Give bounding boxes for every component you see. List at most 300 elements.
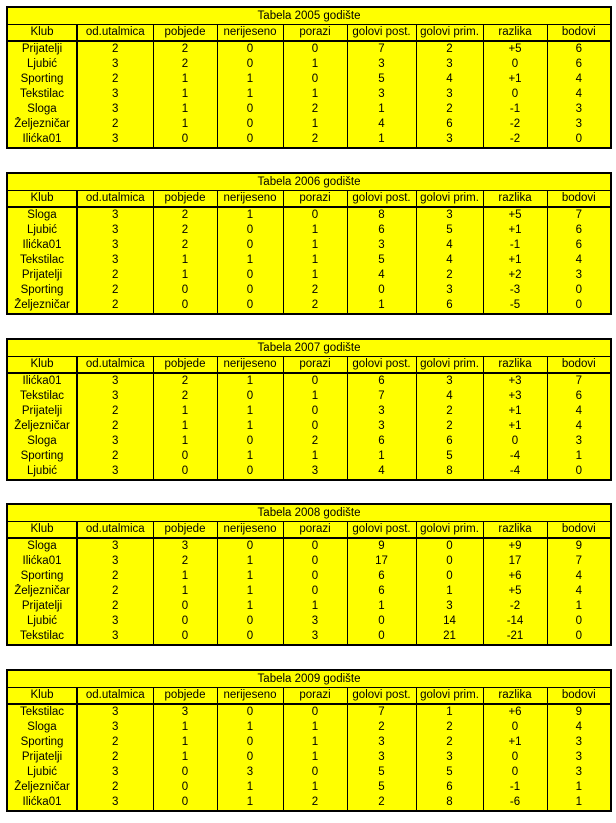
- standings-block-2009: [6, 669, 610, 812]
- cell-nerijeseno: 0: [217, 434, 283, 449]
- table-row: [7, 735, 611, 750]
- cell-od-utalmica: 2: [77, 41, 153, 57]
- table-row: [7, 750, 611, 765]
- cell-klub: Sloga: [7, 207, 77, 223]
- cell-razlika: +6: [483, 569, 547, 584]
- cell-pobjede: 2: [153, 57, 217, 72]
- cell-klub: Prijatelji: [7, 404, 77, 419]
- cell-porazi: 3: [283, 464, 347, 480]
- cell-golovi-prim: 21: [416, 629, 483, 645]
- cell-bodovi: 7: [547, 207, 611, 223]
- cell-nerijeseno: 0: [217, 735, 283, 750]
- header-klub: Klub: [7, 357, 77, 374]
- cell-razlika: 0: [483, 720, 547, 735]
- cell-klub: Željezničar: [7, 780, 77, 795]
- cell-klub: Ilićka01: [7, 795, 77, 811]
- cell-golovi-prim: 5: [416, 765, 483, 780]
- cell-golovi-post: 2: [347, 795, 416, 811]
- cell-bodovi: 6: [547, 41, 611, 57]
- header-bodovi: bodovi: [547, 688, 611, 705]
- header-porazi: porazi: [283, 191, 347, 208]
- cell-pobjede: 1: [153, 434, 217, 449]
- cell-od-utalmica: 2: [77, 780, 153, 795]
- cell-pobjede: 1: [153, 87, 217, 102]
- cell-pobjede: 1: [153, 253, 217, 268]
- cell-golovi-prim: 3: [416, 373, 483, 389]
- cell-bodovi: 3: [547, 117, 611, 132]
- cell-porazi: 1: [283, 780, 347, 795]
- cell-golovi-post: 2: [347, 720, 416, 735]
- cell-bodovi: 4: [547, 72, 611, 87]
- cell-od-utalmica: 2: [77, 404, 153, 419]
- cell-golovi-prim: 4: [416, 389, 483, 404]
- cell-od-utalmica: 2: [77, 599, 153, 614]
- cell-razlika: -1: [483, 102, 547, 117]
- header-pobjede: pobjede: [153, 688, 217, 705]
- cell-bodovi: 4: [547, 584, 611, 599]
- cell-pobjede: 1: [153, 102, 217, 117]
- cell-bodovi: 6: [547, 57, 611, 72]
- cell-golovi-post: 1: [347, 599, 416, 614]
- cell-nerijeseno: 1: [217, 449, 283, 464]
- cell-golovi-prim: 4: [416, 238, 483, 253]
- cell-klub: Prijatelji: [7, 41, 77, 57]
- cell-porazi: 1: [283, 57, 347, 72]
- cell-bodovi: 3: [547, 102, 611, 117]
- cell-pobjede: 1: [153, 419, 217, 434]
- cell-bodovi: 4: [547, 569, 611, 584]
- header-pobjede: pobjede: [153, 522, 217, 539]
- cell-od-utalmica: 2: [77, 72, 153, 87]
- cell-bodovi: 9: [547, 538, 611, 554]
- cell-pobjede: 2: [153, 41, 217, 57]
- cell-golovi-post: 6: [347, 373, 416, 389]
- cell-golovi-prim: 4: [416, 72, 483, 87]
- cell-nerijeseno: 0: [217, 538, 283, 554]
- cell-golovi-prim: 2: [416, 735, 483, 750]
- cell-golovi-prim: 14: [416, 614, 483, 629]
- table-row: [7, 238, 611, 253]
- cell-bodovi: 6: [547, 223, 611, 238]
- cell-bodovi: 4: [547, 419, 611, 434]
- table-row: [7, 434, 611, 449]
- table-row: [7, 207, 611, 223]
- cell-golovi-post: 3: [347, 57, 416, 72]
- table-row: [7, 449, 611, 464]
- header-bodovi: bodovi: [547, 191, 611, 208]
- table-row: [7, 253, 611, 268]
- cell-razlika: +1: [483, 223, 547, 238]
- header-golovi-post: golovi post.: [347, 357, 416, 374]
- cell-porazi: 2: [283, 795, 347, 811]
- table-row: [7, 41, 611, 57]
- cell-nerijeseno: 1: [217, 87, 283, 102]
- cell-od-utalmica: 3: [77, 434, 153, 449]
- cell-od-utalmica: 3: [77, 614, 153, 629]
- cell-od-utalmica: 2: [77, 298, 153, 314]
- cell-klub: Sporting: [7, 283, 77, 298]
- cell-golovi-post: 3: [347, 238, 416, 253]
- cell-od-utalmica: 3: [77, 629, 153, 645]
- table-row: [7, 765, 611, 780]
- cell-nerijeseno: 0: [217, 298, 283, 314]
- header-row: [7, 688, 611, 705]
- cell-bodovi: 3: [547, 735, 611, 750]
- header-razlika: razlika: [483, 191, 547, 208]
- header-golovi-prim: golovi prim.: [416, 522, 483, 539]
- cell-razlika: 0: [483, 87, 547, 102]
- cell-golovi-post: 17: [347, 554, 416, 569]
- cell-nerijeseno: 1: [217, 207, 283, 223]
- cell-nerijeseno: 1: [217, 584, 283, 599]
- cell-golovi-post: 1: [347, 298, 416, 314]
- cell-od-utalmica: 3: [77, 238, 153, 253]
- cell-nerijeseno: 0: [217, 102, 283, 117]
- cell-golovi-post: 6: [347, 434, 416, 449]
- cell-porazi: 3: [283, 629, 347, 645]
- header-golovi-post: golovi post.: [347, 522, 416, 539]
- cell-porazi: 2: [283, 132, 347, 148]
- cell-nerijeseno: 1: [217, 554, 283, 569]
- header-razlika: razlika: [483, 522, 547, 539]
- table-row: [7, 614, 611, 629]
- standings-table: [6, 6, 612, 149]
- cell-nerijeseno: 1: [217, 419, 283, 434]
- cell-klub: Ljubić: [7, 765, 77, 780]
- table-title: Tabela 2007 godište: [7, 339, 611, 357]
- cell-golovi-post: 4: [347, 117, 416, 132]
- cell-od-utalmica: 2: [77, 449, 153, 464]
- cell-pobjede: 1: [153, 584, 217, 599]
- table-row: [7, 87, 611, 102]
- cell-bodovi: 3: [547, 434, 611, 449]
- cell-golovi-post: 6: [347, 223, 416, 238]
- cell-razlika: -4: [483, 464, 547, 480]
- header-nerijeseno: nerijeseno: [217, 191, 283, 208]
- header-porazi: porazi: [283, 522, 347, 539]
- cell-golovi-prim: 3: [416, 87, 483, 102]
- cell-pobjede: 3: [153, 704, 217, 720]
- header-od-utalmica: od.utalmica: [77, 191, 153, 208]
- header-golovi-prim: golovi prim.: [416, 191, 483, 208]
- cell-od-utalmica: 2: [77, 569, 153, 584]
- cell-od-utalmica: 3: [77, 795, 153, 811]
- cell-golovi-prim: 5: [416, 449, 483, 464]
- cell-nerijeseno: 0: [217, 132, 283, 148]
- cell-golovi-post: 5: [347, 72, 416, 87]
- cell-golovi-prim: 6: [416, 298, 483, 314]
- cell-golovi-post: 3: [347, 735, 416, 750]
- header-golovi-post: golovi post.: [347, 688, 416, 705]
- cell-klub: Sloga: [7, 434, 77, 449]
- table-row: [7, 117, 611, 132]
- cell-bodovi: 0: [547, 464, 611, 480]
- cell-razlika: +5: [483, 584, 547, 599]
- cell-od-utalmica: 3: [77, 132, 153, 148]
- cell-porazi: 0: [283, 207, 347, 223]
- cell-klub: Ljubić: [7, 223, 77, 238]
- cell-razlika: -2: [483, 117, 547, 132]
- cell-klub: Sporting: [7, 569, 77, 584]
- cell-nerijeseno: 0: [217, 614, 283, 629]
- header-golovi-post: golovi post.: [347, 25, 416, 42]
- cell-nerijeseno: 1: [217, 373, 283, 389]
- cell-razlika: -2: [483, 599, 547, 614]
- cell-porazi: 0: [283, 584, 347, 599]
- cell-klub: Sloga: [7, 102, 77, 117]
- cell-pobjede: 0: [153, 132, 217, 148]
- cell-golovi-post: 5: [347, 253, 416, 268]
- cell-razlika: -14: [483, 614, 547, 629]
- header-od-utalmica: od.utalmica: [77, 25, 153, 42]
- cell-nerijeseno: 0: [217, 41, 283, 57]
- cell-nerijeseno: 1: [217, 720, 283, 735]
- cell-porazi: 2: [283, 102, 347, 117]
- cell-bodovi: 3: [547, 268, 611, 283]
- cell-golovi-prim: 6: [416, 434, 483, 449]
- cell-porazi: 2: [283, 298, 347, 314]
- cell-pobjede: 1: [153, 268, 217, 283]
- cell-porazi: 0: [283, 704, 347, 720]
- cell-porazi: 1: [283, 117, 347, 132]
- cell-golovi-post: 4: [347, 464, 416, 480]
- cell-klub: Prijatelji: [7, 268, 77, 283]
- cell-porazi: 1: [283, 253, 347, 268]
- cell-od-utalmica: 2: [77, 268, 153, 283]
- standings-block-2006: [6, 172, 610, 315]
- cell-razlika: -4: [483, 449, 547, 464]
- cell-klub: Ilićka01: [7, 554, 77, 569]
- cell-pobjede: 1: [153, 750, 217, 765]
- header-porazi: porazi: [283, 357, 347, 374]
- table-row: [7, 629, 611, 645]
- header-row: [7, 25, 611, 42]
- cell-od-utalmica: 2: [77, 584, 153, 599]
- cell-golovi-post: 0: [347, 614, 416, 629]
- standings-table: [6, 503, 612, 646]
- cell-bodovi: 1: [547, 449, 611, 464]
- header-pobjede: pobjede: [153, 357, 217, 374]
- cell-golovi-post: 4: [347, 268, 416, 283]
- cell-od-utalmica: 3: [77, 373, 153, 389]
- cell-nerijeseno: 1: [217, 780, 283, 795]
- cell-porazi: 0: [283, 419, 347, 434]
- header-klub: Klub: [7, 191, 77, 208]
- cell-golovi-post: 6: [347, 569, 416, 584]
- cell-porazi: 2: [283, 434, 347, 449]
- cell-golovi-prim: 3: [416, 57, 483, 72]
- cell-porazi: 1: [283, 449, 347, 464]
- cell-bodovi: 9: [547, 704, 611, 720]
- cell-golovi-prim: 6: [416, 117, 483, 132]
- header-nerijeseno: nerijeseno: [217, 688, 283, 705]
- cell-razlika: -1: [483, 238, 547, 253]
- cell-golovi-prim: 2: [416, 102, 483, 117]
- cell-pobjede: 1: [153, 720, 217, 735]
- cell-razlika: +6: [483, 704, 547, 720]
- cell-razlika: +5: [483, 207, 547, 223]
- header-klub: Klub: [7, 688, 77, 705]
- standings-table: [6, 338, 612, 481]
- cell-golovi-post: 3: [347, 87, 416, 102]
- cell-pobjede: 1: [153, 117, 217, 132]
- cell-bodovi: 0: [547, 629, 611, 645]
- cell-od-utalmica: 3: [77, 464, 153, 480]
- cell-klub: Sporting: [7, 449, 77, 464]
- cell-od-utalmica: 2: [77, 419, 153, 434]
- cell-od-utalmica: 3: [77, 102, 153, 117]
- cell-pobjede: 2: [153, 389, 217, 404]
- cell-razlika: 0: [483, 750, 547, 765]
- header-od-utalmica: od.utalmica: [77, 357, 153, 374]
- cell-nerijeseno: 0: [217, 629, 283, 645]
- cell-bodovi: 1: [547, 795, 611, 811]
- cell-golovi-post: 9: [347, 538, 416, 554]
- cell-nerijeseno: 0: [217, 389, 283, 404]
- cell-klub: Tekstilac: [7, 87, 77, 102]
- cell-od-utalmica: 3: [77, 554, 153, 569]
- header-row: [7, 191, 611, 208]
- cell-porazi: 1: [283, 389, 347, 404]
- cell-pobjede: 0: [153, 765, 217, 780]
- header-nerijeseno: nerijeseno: [217, 357, 283, 374]
- cell-pobjede: 1: [153, 72, 217, 87]
- standings-block-2005: [6, 6, 610, 149]
- cell-nerijeseno: 0: [217, 57, 283, 72]
- cell-razlika: 17: [483, 554, 547, 569]
- cell-golovi-prim: 3: [416, 599, 483, 614]
- cell-porazi: 0: [283, 373, 347, 389]
- cell-nerijeseno: 0: [217, 117, 283, 132]
- cell-nerijeseno: 0: [217, 268, 283, 283]
- cell-klub: Tekstilac: [7, 704, 77, 720]
- table-row: [7, 419, 611, 434]
- cell-golovi-post: 0: [347, 283, 416, 298]
- cell-pobjede: 0: [153, 629, 217, 645]
- cell-klub: Željezničar: [7, 298, 77, 314]
- cell-golovi-prim: 0: [416, 569, 483, 584]
- cell-razlika: +9: [483, 538, 547, 554]
- table-row: [7, 57, 611, 72]
- cell-nerijeseno: 1: [217, 253, 283, 268]
- cell-od-utalmica: 3: [77, 223, 153, 238]
- header-row: [7, 522, 611, 539]
- cell-od-utalmica: 3: [77, 720, 153, 735]
- table-row: [7, 599, 611, 614]
- cell-porazi: 0: [283, 569, 347, 584]
- table-row: [7, 554, 611, 569]
- cell-nerijeseno: 1: [217, 72, 283, 87]
- table-row: [7, 102, 611, 117]
- cell-bodovi: 6: [547, 238, 611, 253]
- cell-klub: Sporting: [7, 72, 77, 87]
- cell-razlika: 0: [483, 765, 547, 780]
- cell-golovi-post: 3: [347, 750, 416, 765]
- cell-razlika: 0: [483, 434, 547, 449]
- cell-od-utalmica: 2: [77, 735, 153, 750]
- cell-razlika: -6: [483, 795, 547, 811]
- cell-razlika: -1: [483, 780, 547, 795]
- cell-porazi: 0: [283, 554, 347, 569]
- header-bodovi: bodovi: [547, 25, 611, 42]
- cell-porazi: 1: [283, 750, 347, 765]
- table-row: [7, 404, 611, 419]
- cell-pobjede: 2: [153, 207, 217, 223]
- cell-pobjede: 1: [153, 404, 217, 419]
- cell-pobjede: 1: [153, 735, 217, 750]
- cell-razlika: +3: [483, 373, 547, 389]
- cell-golovi-prim: 3: [416, 750, 483, 765]
- cell-golovi-prim: 0: [416, 538, 483, 554]
- cell-porazi: 1: [283, 238, 347, 253]
- cell-porazi: 0: [283, 41, 347, 57]
- table-row: [7, 283, 611, 298]
- cell-golovi-post: 1: [347, 132, 416, 148]
- cell-klub: Željezničar: [7, 117, 77, 132]
- cell-pobjede: 0: [153, 614, 217, 629]
- cell-pobjede: 2: [153, 238, 217, 253]
- cell-od-utalmica: 3: [77, 765, 153, 780]
- cell-bodovi: 4: [547, 404, 611, 419]
- cell-golovi-post: 7: [347, 41, 416, 57]
- cell-od-utalmica: 2: [77, 117, 153, 132]
- cell-porazi: 2: [283, 283, 347, 298]
- standings-table: [6, 669, 612, 812]
- cell-golovi-prim: 1: [416, 584, 483, 599]
- cell-golovi-post: 5: [347, 765, 416, 780]
- cell-bodovi: 7: [547, 554, 611, 569]
- cell-klub: Ljubić: [7, 614, 77, 629]
- cell-razlika: -3: [483, 283, 547, 298]
- standings-block-2007: [6, 338, 610, 481]
- cell-golovi-prim: 2: [416, 41, 483, 57]
- cell-klub: Ljubić: [7, 57, 77, 72]
- cell-bodovi: 1: [547, 780, 611, 795]
- cell-porazi: 1: [283, 223, 347, 238]
- cell-nerijeseno: 0: [217, 704, 283, 720]
- header-porazi: porazi: [283, 688, 347, 705]
- cell-golovi-prim: 3: [416, 207, 483, 223]
- cell-bodovi: 0: [547, 132, 611, 148]
- standings-block-2008: [6, 503, 610, 646]
- cell-porazi: 0: [283, 765, 347, 780]
- table-row: [7, 569, 611, 584]
- header-golovi-post: golovi post.: [347, 191, 416, 208]
- cell-golovi-prim: 2: [416, 404, 483, 419]
- header-nerijeseno: nerijeseno: [217, 522, 283, 539]
- cell-golovi-prim: 4: [416, 253, 483, 268]
- table-row: [7, 389, 611, 404]
- table-row: [7, 298, 611, 314]
- cell-klub: Ljubić: [7, 464, 77, 480]
- header-klub: Klub: [7, 25, 77, 42]
- cell-od-utalmica: 3: [77, 538, 153, 554]
- table-row: [7, 538, 611, 554]
- cell-bodovi: 3: [547, 750, 611, 765]
- cell-golovi-prim: 1: [416, 704, 483, 720]
- cell-razlika: +1: [483, 404, 547, 419]
- cell-od-utalmica: 2: [77, 750, 153, 765]
- header-pobjede: pobjede: [153, 191, 217, 208]
- table-title: Tabela 2008 godište: [7, 504, 611, 522]
- cell-bodovi: 3: [547, 765, 611, 780]
- header-od-utalmica: od.utalmica: [77, 688, 153, 705]
- cell-klub: Željezničar: [7, 419, 77, 434]
- header-golovi-prim: golovi prim.: [416, 25, 483, 42]
- header-od-utalmica: od.utalmica: [77, 522, 153, 539]
- cell-bodovi: 6: [547, 389, 611, 404]
- cell-pobjede: 0: [153, 780, 217, 795]
